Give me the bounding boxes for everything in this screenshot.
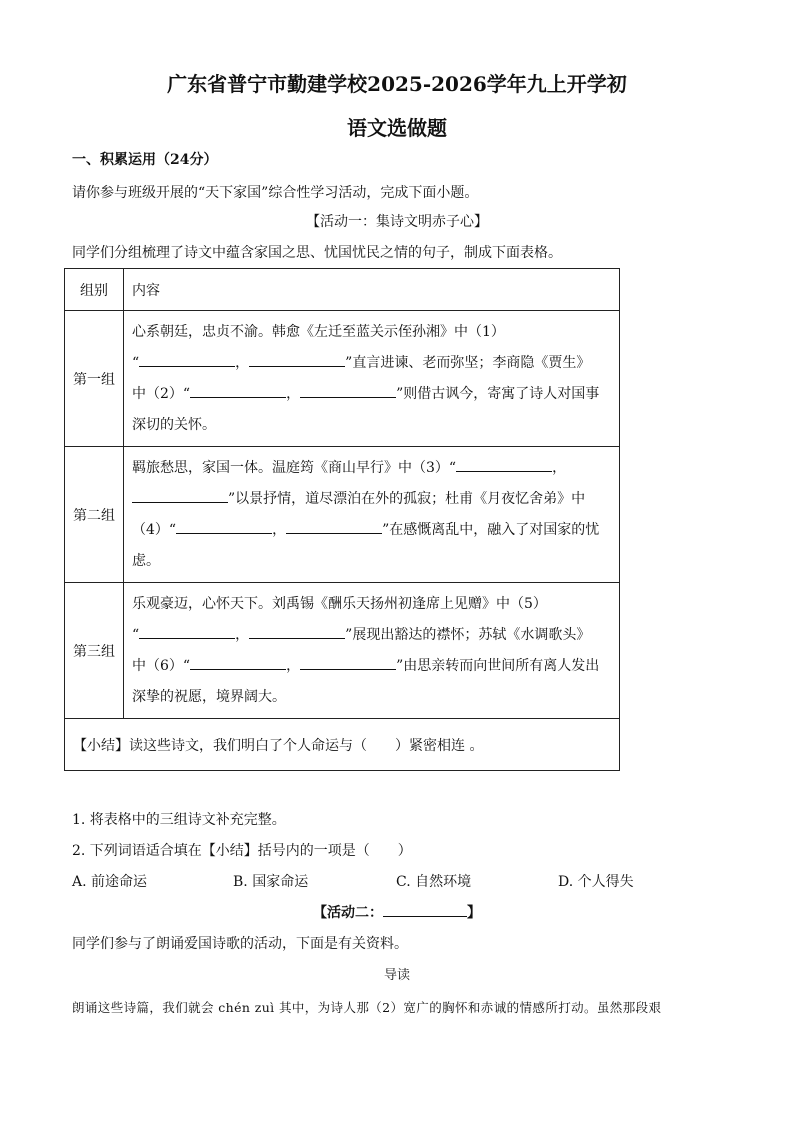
option-a[interactable]: A. 前途命运 xyxy=(72,874,148,890)
poem-table xyxy=(64,268,620,771)
option-b[interactable]: B. 国家命运 xyxy=(233,874,309,890)
table-row-group2 xyxy=(65,447,620,583)
question-2: 2. 下列词语适合填在【小结】括号内的一项是（ ） xyxy=(72,843,412,859)
blank-5a[interactable] xyxy=(139,624,235,639)
blank-4a[interactable] xyxy=(176,519,272,534)
blank-6b[interactable] xyxy=(300,655,396,670)
option-d[interactable]: D. 个人得失 xyxy=(558,874,634,890)
blank-3a[interactable] xyxy=(456,457,552,472)
summary-cell: 【小结】读这些诗文，我们明白了个人命运与（ ）紧密相连 。 xyxy=(65,719,620,771)
blank-2b[interactable] xyxy=(300,383,396,398)
group3-line2: “ ， ”展现出豁达的襟怀；苏轼《水调歌头》 xyxy=(132,620,613,651)
blank-6a[interactable] xyxy=(190,655,286,670)
group3-line1: 乐观豪迈，心怀天下。刘禹锡《酬乐天扬州初逢席上见赠》中（5） xyxy=(132,595,547,612)
group2-line4: 虑。 xyxy=(132,552,160,569)
activity1-description: 同学们分组梳理了诗文中蕴含家国之思、忧国忧民之情的句子，制成下面表格。 xyxy=(72,245,562,261)
table-row-group3 xyxy=(65,583,620,719)
group1-line1: 心系朝廷，忠贞不渝。韩愈《左迁至蓝关示侄孙湘》中（1） xyxy=(132,323,505,340)
activity2-blank[interactable] xyxy=(383,902,467,917)
option-c[interactable]: C. 自然环境 xyxy=(396,874,472,890)
group2-content xyxy=(124,447,620,583)
group2-line1: 羁旅愁思，家国一体。温庭筠《商山早行》中（3）“ ， xyxy=(132,453,613,484)
guide-text: 朗诵这些诗篇，我们就会 chén zuì 其中，为诗人那（2）宽广的胸怀和赤诚的情感所打动。虽然那段艰 xyxy=(72,1000,662,1015)
blank-3b[interactable] xyxy=(132,488,228,503)
blank-5b[interactable] xyxy=(249,624,345,639)
activity2-description: 同学们参与了朗诵爱国诗歌的活动，下面是有关资料。 xyxy=(72,936,408,952)
activity2-heading: 【活动二： 】 xyxy=(0,902,794,923)
group3-line4: 深挚的祝愿，境界阔大。 xyxy=(132,688,286,705)
blank-2a[interactable] xyxy=(190,383,286,398)
document-title-line1: 广东省普宁市勤建学校2025-2026学年九上开学初 xyxy=(167,72,627,96)
header-content: 内容 xyxy=(124,269,620,311)
table-header-row xyxy=(65,269,620,311)
group1-name: 第一组 xyxy=(65,311,124,447)
blank-1b[interactable] xyxy=(249,352,345,367)
group3-content xyxy=(124,583,620,719)
intro-text: 请你参与班级开展的“天下家国”综合性学习活动，完成下面小题。 xyxy=(72,185,479,201)
section-heading: 一、积累运用（24分） xyxy=(72,152,218,168)
question-1: 1. 将表格中的三组诗文补充完整。 xyxy=(72,812,286,828)
group3-name: 第三组 xyxy=(65,583,124,719)
blank-4b[interactable] xyxy=(286,519,382,534)
group1-line2: “ ， ”直言进谏、老而弥坚；李商隐《贾生》 xyxy=(132,348,613,379)
document-title-line2: 语文选做题 xyxy=(347,116,447,140)
group2-line2: ”以景抒情，道尽漂泊在外的孤寂；杜甫《月夜忆舍弟》中 xyxy=(132,484,613,515)
group1-content xyxy=(124,311,620,447)
activity1-heading: 【活动一：集诗文明赤子心】 xyxy=(306,214,488,230)
group1-line3: 中（2）“ ， ”则借古讽今，寄寓了诗人对国事 xyxy=(132,379,613,410)
table-row-group1 xyxy=(65,311,620,447)
group3-line3: 中（6）“ ， ”由思亲转而向世间所有离人发出 xyxy=(132,651,613,682)
group2-line3: （4）“ ， ”在感慨离乱中，融入了对国家的忧 xyxy=(132,515,613,546)
guide-title: 导读 xyxy=(383,968,410,983)
blank-1a[interactable] xyxy=(139,352,235,367)
group1-line4: 深切的关怀。 xyxy=(132,416,216,433)
header-group: 组别 xyxy=(65,269,124,311)
table-summary-row xyxy=(65,719,620,771)
group2-name: 第二组 xyxy=(65,447,124,583)
